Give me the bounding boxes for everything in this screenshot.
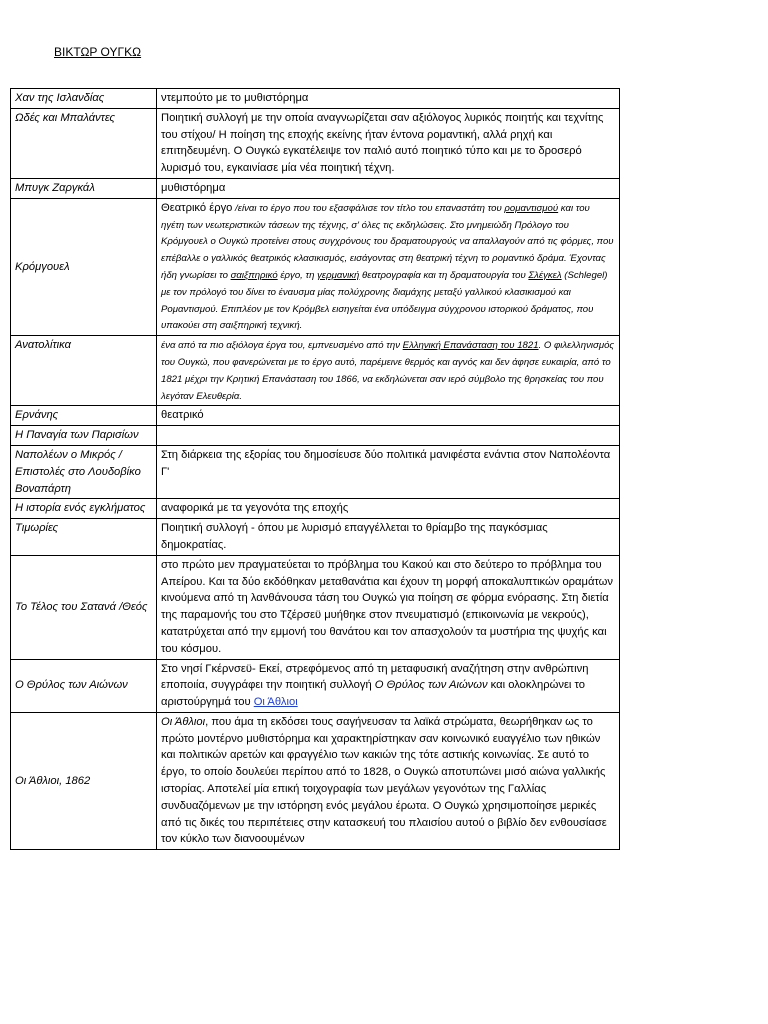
underlined-term: ρομαντισμού [504, 202, 559, 214]
description-text: /είναι το έργο που του εξασφάλισε τον τίτλο του επαναστάτη του [232, 202, 505, 214]
table-row [11, 108, 620, 178]
work-description: μυθιστόρημα [157, 178, 620, 198]
work-description: θεατρικό [157, 406, 620, 426]
work-title: Κρόμγουελ [11, 198, 157, 335]
work-title: Ο Θρύλος των Αιώνων [11, 659, 157, 712]
description-text: . Ο φιλελληνισμός του Ουγκώ, που φανερώνεται με το έργο αυτό, παρέμεινε θερμός και αγνός και δεν άφησε ευκαιρία, από το 1821 μέχρι την Κρητική Επανάσταση του 1866, να εκδηλώνεται σαν ιερό σύμβολο της θρησκείας του που λεγόταν Ελευθερία. [161, 340, 615, 402]
work-description: στο πρώτο μεν πραγματεύεται το πρόβλημα του Κακού και στο δεύτερο το πρόβλημα του Απείρου. Και τα δύο εκδόθηκαν μεταθανάτια και έχουν τη μορφή αποκαλυπτικών οραμάτων κινούμενα από τη λανθάνουσα τάση του Ουγκώ για ποίηση σε φόρμα ενόρασης. Στη διετία της παραμονής του στο Τζέρσεϋ μυήθηκε στον πνευματισμό (επικοινωνία με νεκρούς), κατατρύχεται από την εμμονή του θανάτου και τον απασχολούν τα μυστήρια της ψυχής και του κόσμου. [157, 555, 620, 659]
work-title: Ωδές και Μπαλάντες [11, 108, 157, 178]
work-description: Στη διάρκεια της εξορίας του δημοσίευσε δύο πολιτικά μανιφέστα ενάντια στον Ναπολέοντα Γ' [157, 445, 620, 498]
description-text: , που άμα τη εκδόσει τους σαγήνευσαν τα λαϊκά στρώματα, θεωρήθηκαν ως το πρώτο μοντέρνο μυθιστόρημα και χαρακτηρίστηκαν σαν κοινωνικό ευαγγέλιο των ηθικών και πολιτικών αρετών και φραγγέλιο των κακιών της τότε αστικής κοινωνίας. Σε αυτό το έργο, το οποίο δουλεύει περίπου από το 1828, ο Ουγκώ αποτυπώνει μισό αιώνα γαλλικής ιστορίας. Αποτελεί μία επική τοιχογραφία των μεγάλων γεγονότων της Γαλλίας συνδυαζόμενων με την ιστόρηση ενός μεγάλου έρωτα. Ο Ουγκώ χρησιμοποίησε μερικές από τις δικές του περιπέτειες στην κατασκευή του πλαισίου αυτού ο βιβλίο δεν ενθουσίασε τον κύκλο των διανοουμένων [161, 715, 607, 846]
table-row [11, 406, 620, 426]
work-description: ντεμπούτο με το μυθιστόρημα [157, 89, 620, 109]
work-description [157, 712, 620, 849]
description-text: και του ηγέτη των νεωτεριστικών τάσεων της τέχνης, σ' όλες τις εκδηλώσεις. Στο μνημειώδη Πρόλογο του Κρόμγουελ ο Ουγκώ προτείνει στους συγχρόνους του δραματουργούς να απαλλαγούν από τις φόρμες, που επέβαλλε ο γαλλικός θεατρικός κλασικισμός, εισάγοντας στη θεατρική τέχνη το ρομαντικό δράμα. Έχοντας ήδη γνωρίσει το [161, 202, 614, 281]
table-row [11, 519, 620, 556]
les-miserables-link[interactable]: Οι Άθλιοι [253, 696, 298, 709]
description-text: θεατρογραφία και τη δραματουργία του [359, 269, 529, 281]
work-title: Η ιστορία ενός εγκλήματος [11, 499, 157, 519]
underlined-term: Ελληνική Επανάσταση του 1821 [402, 340, 539, 352]
description-lead: Θεατρικό έργο [161, 201, 233, 214]
work-description [157, 198, 620, 335]
table-row [11, 555, 620, 659]
underlined-term: Σλέγκελ [528, 269, 562, 281]
work-title: Ερνάνης [11, 406, 157, 426]
work-title: Χαν της Ισλανδίας [11, 89, 157, 109]
work-title: Οι Άθλιοι, 1862 [11, 712, 157, 849]
work-title: Ναπολέων ο Μικρός /Επιστολές στο Λουδοβίκο Βοναπάρτη [11, 445, 157, 498]
underlined-term: γερμανική [317, 269, 360, 281]
description-text: (Schlegel) με τον πρόλογό του δίνει το έναυσμα μίας πολύχρονης διαμάχης μεταξύ γαλλικού κλασικισμού και Ρομαντισμού. Επιπλέον με τον Κρόμβελ εισηγείται ένα υπόδειγμα σύγχρονου ιστορικού δράματος, που υπακούει στη σαιξπηρική τεχνική. [161, 269, 608, 332]
underlined-term: σαιξπηρικό [230, 269, 278, 281]
table-row [11, 659, 620, 712]
work-description [157, 336, 620, 406]
work-title: Το Τέλος του Σατανά /Θεός [11, 555, 157, 659]
table-row [11, 445, 620, 498]
table-row [11, 499, 620, 519]
description-text: Στο νησί Γκέρνσεϋ- Εκεί, στρεφόμενος από τη μεταφυσική αναζήτηση στην ανθρώπινη εποποιία, συγγράφει την ποιητική συλλογή [161, 662, 589, 692]
work-description [157, 659, 620, 712]
italic-title: Οι Άθλιοι [161, 715, 206, 728]
works-table [10, 88, 620, 850]
table-row [11, 198, 620, 335]
table-row [11, 178, 620, 198]
table-row [11, 336, 620, 406]
description-text: και ολοκληρώνει το αριστούργημά του [161, 679, 586, 709]
document-title: ΒΙΚΤΩΡ ΟΥΓΚΩ [54, 45, 142, 59]
description-text: έργο, τη [277, 269, 318, 281]
work-title: Η Παναγία των Παρισίων [11, 426, 157, 446]
italic-title: Ο Θρύλος των Αιώνων [374, 679, 488, 692]
work-title: Μπυγκ Ζαργκάλ [11, 178, 157, 198]
work-description: Ποιητική συλλογή - όπου με λυρισμό επαγγέλλεται το θρίαμβο της παγκόσμιας δημοκρατίας. [157, 519, 620, 556]
table-row [11, 712, 620, 849]
work-description: Ποιητική συλλογή με την οποία αναγνωρίζεται σαν αξιόλογος λυρικός ποιητής και τεχνίτης του στίχου/ Η ποίηση της εποχής εκείνης ήταν έντονα ρομαντική, αλλά ρηχή και επιτηδευμένη. Ο Ουγκώ εγκατέλειψε τον παλιό αυτό ποιητικό τύπο και με το δροσερό λυρισμό του, εγκαινίασε μία νέα ποιητική τέχνη. [157, 108, 620, 178]
table-row [11, 89, 620, 109]
work-description: αναφορικά με τα γεγονότα της εποχής [157, 499, 620, 519]
work-title: Ανατολίτικα [11, 336, 157, 406]
description-text: ένα από τα πιο αξιόλογα έργα του, εμπνευσμένο από την [161, 340, 403, 352]
work-description [157, 426, 620, 446]
table-row [11, 426, 620, 446]
work-title: Τιμωρίες [11, 519, 157, 556]
